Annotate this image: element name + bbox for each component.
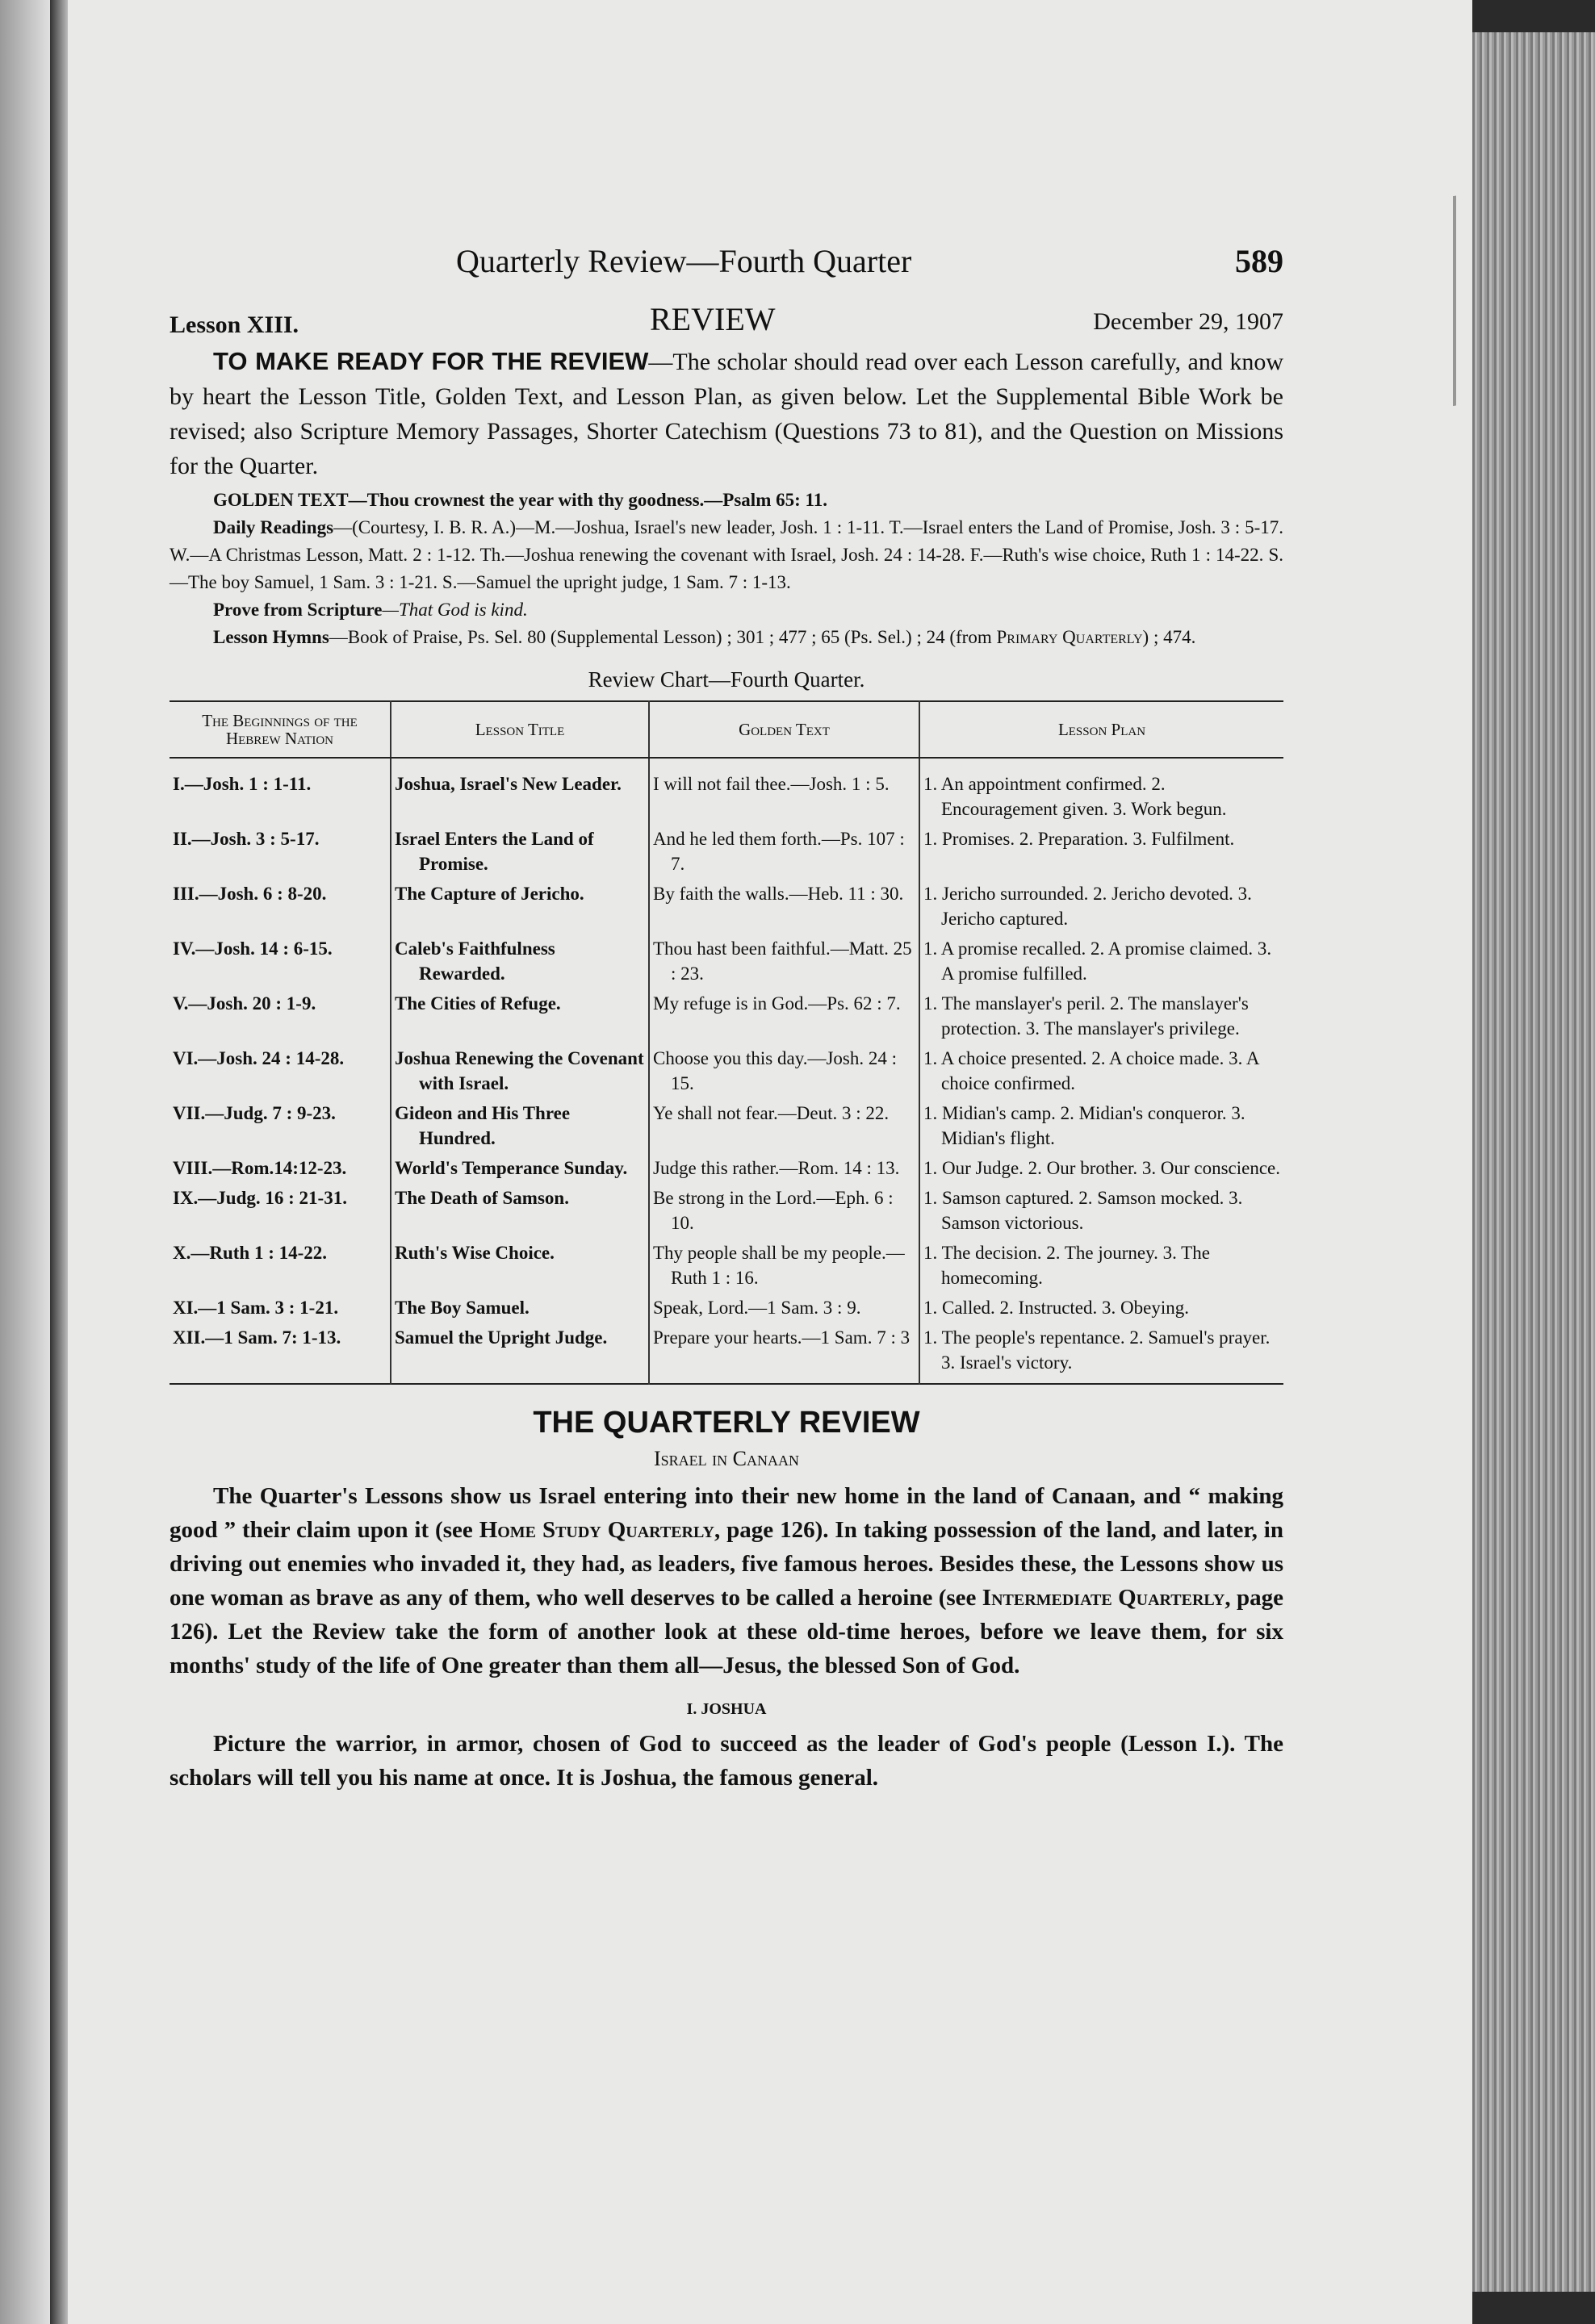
golden-text-body: —Thou crownest the year with thy goodness.—Psalm 65: 11. <box>348 490 827 510</box>
table-row <box>170 1044 1283 1099</box>
prove-line <box>213 596 1283 624</box>
cell-plan: 1. Jericho surrounded. 2. Jericho devoted. 3. Jericho captured. <box>919 880 1283 934</box>
cell-title: Joshua, Israel's New Leader. <box>391 758 649 825</box>
cell-ref: VII.—Judg. 7 : 9-23. <box>173 1103 336 1123</box>
intermediate-ref: Intermediate Quarterly <box>982 1585 1225 1611</box>
prep-paragraph <box>170 344 1283 483</box>
cell-golden: Ye shall not fear.—Deut. 3 : 22. <box>649 1099 919 1154</box>
cell-golden: I will not fail thee.—Josh. 1 : 5. <box>649 758 919 825</box>
cell-title: The Boy Samuel. <box>391 1294 649 1323</box>
golden-text-label: GOLDEN TEXT <box>213 490 349 510</box>
cell-title: The Death of Samson. <box>391 1184 649 1239</box>
cell-ref: IX.—Judg. 16 : 21-31. <box>173 1188 347 1208</box>
cell-title: Gideon and His Three Hundred. <box>391 1099 649 1154</box>
cell-ref: II.—Josh. 3 : 5-17. <box>173 829 320 849</box>
golden-text-line <box>213 487 1283 514</box>
cell-title: World's Temperance Sunday. <box>391 1154 649 1184</box>
daily-readings-text: —(Courtesy, I. B. R. A.)—M.—Joshua, Israel's new leader, Josh. 1 : 1-11. T.—Israel enters the Land of Promise, Josh. 3 : 5-17. W.—A Christmas Lesson, Matt. 2 : 1-12. Th.—Joshua renewing the covenant with Israel, Josh. 24 : 14-28. F.—Ruth's wise choice, Ruth 1 : 14-22. S.—The boy Samuel, 1 Sam. 3 : 1-21. S.—Samuel the upright judge, 1 Sam. 7 : 1-13. <box>170 517 1284 592</box>
book-gutter <box>50 0 68 2324</box>
table-row <box>170 1154 1283 1184</box>
prove-text: —That God is kind. <box>382 600 528 620</box>
col-header-title: Lesson Title <box>391 701 649 758</box>
cell-ref: VIII.—Rom.14:12-23. <box>173 1158 347 1178</box>
cell-plan: 1. Samson captured. 2. Samson mocked. 3. Samson victorious. <box>919 1184 1283 1239</box>
review-chart-table <box>170 700 1283 1385</box>
cell-golden: Thy people shall be my people.—Ruth 1 : 16. <box>649 1239 919 1294</box>
cell-plan: 1. The manslayer's peril. 2. The manslayer's protection. 3. The manslayer's privilege. <box>919 989 1283 1044</box>
table-row <box>170 758 1283 825</box>
table-row <box>170 989 1283 1044</box>
hymns-line <box>170 624 1283 651</box>
cell-ref: X.—Ruth 1 : 14-22. <box>173 1243 328 1263</box>
col-header-nation: The Beginnings of the Hebrew Nation <box>170 701 391 758</box>
lesson-heading: REVIEW <box>650 301 776 337</box>
cell-title: The Capture of Jericho. <box>391 880 649 934</box>
cell-plan: 1. A promise recalled. 2. A promise claimed. 3. A promise fulfilled. <box>919 934 1283 989</box>
cell-ref: V.—Josh. 20 : 1-9. <box>173 993 316 1014</box>
hymns-text-a: —Book of Praise, Ps. Sel. 80 (Supplemental Lesson) ; 301 ; 477 ; 65 (Ps. Sel.) ; 24 (from <box>329 627 997 647</box>
cell-plan: 1. A choice presented. 2. A choice made. 3. A choice confirmed. <box>919 1044 1283 1099</box>
review-paragraph-2: Picture the warrior, in armor, chosen of God to succeed as the leader of God's people (Lesson I.). The scholars will tell you his name at once. It is Joshua, the famous general. <box>170 1731 1283 1791</box>
lesson-number: Lesson XIII. <box>170 311 299 338</box>
cell-golden: My refuge is in God.—Ps. 62 : 7. <box>649 989 919 1044</box>
cell-title: The Cities of Refuge. <box>391 989 649 1044</box>
cell-ref: III.—Josh. 6 : 8-20. <box>173 884 327 904</box>
lesson-line <box>170 300 1283 344</box>
cell-golden: Choose you this day.—Josh. 24 : 15. <box>649 1044 919 1099</box>
cell-ref: IV.—Josh. 14 : 6-15. <box>173 938 333 959</box>
prep-text: —The scholar should read over each Lesson carefully, and know by heart the Lesson Title, Golden Text, and Lesson Plan, as given below. Let the Supplemental Bible Work be revised; also Scripture Memory Passages, Shorter Catechism (Questions 73 to 81), and the Question on Missions for the Quarter. <box>170 349 1283 479</box>
table-row <box>170 825 1283 880</box>
lesson-date: December 29, 1907 <box>1093 308 1283 335</box>
cell-ref: XII.—1 Sam. 7: 1-13. <box>173 1327 341 1348</box>
prove-label: Prove from Scripture <box>213 600 383 620</box>
hymns-text-b: ) ; 474. <box>1142 627 1196 647</box>
cell-plan: 1. Called. 2. Instructed. 3. Obeying. <box>919 1294 1283 1323</box>
left-page-edge <box>0 0 50 2324</box>
cell-title: Samuel the Upright Judge. <box>391 1323 649 1384</box>
section-title: THE QUARTERLY REVIEW <box>533 1406 920 1440</box>
cell-ref: I.—Josh. 1 : 1-11. <box>173 774 312 794</box>
table-row <box>170 1239 1283 1294</box>
table-row <box>170 1323 1283 1384</box>
cell-golden: Prepare your hearts.—1 Sam. 7 : 3 <box>649 1323 919 1384</box>
cell-golden: Speak, Lord.—1 Sam. 3 : 9. <box>649 1294 919 1323</box>
prep-title: TO MAKE READY FOR THE REVIEW <box>213 347 649 375</box>
table-row <box>170 1099 1283 1154</box>
section-subtitle: Israel in Canaan <box>654 1447 799 1470</box>
cell-title: Israel Enters the Land of Promise. <box>391 825 649 880</box>
cell-title: Ruth's Wise Choice. <box>391 1239 649 1294</box>
cell-plan: 1. An appointment confirmed. 2. Encouragement given. 3. Work begun. <box>919 758 1283 825</box>
cell-golden: And he led them forth.—Ps. 107 : 7. <box>649 825 919 880</box>
review-paragraph-1: The Quarter's Lessons show us Israel entering into their new home in the land of Canaan, and “ making good ” their claim upon it (see Home Study Quarterly, page 126). In taking possession of the land, and later, in driving out enemies who invaded it, they had, as leaders, five famous heroes. Besides these, the Lessons show us one woman as brave as any of them, who well deserves to be called a heroine (see Intermediate Quarterly, page 126). Let the Review take the form of another look at these old-time heroes, before we leave them, for six months' study of the life of One greater than them all—Jesus, the blessed Son of God. <box>170 1483 1283 1678</box>
cell-golden: Thou hast been faithful.—Matt. 25 : 23. <box>649 934 919 989</box>
cell-plan: 1. The decision. 2. The journey. 3. The homecoming. <box>919 1239 1283 1294</box>
col-header-golden: Golden Text <box>649 701 919 758</box>
hymns-label: Lesson Hymns <box>213 627 329 647</box>
daily-readings <box>170 514 1283 596</box>
table-row <box>170 1294 1283 1323</box>
page-edges <box>1472 32 1595 2292</box>
cell-title: Joshua Renewing the Covenant with Israel. <box>391 1044 649 1099</box>
table-row <box>170 934 1283 989</box>
cell-title: Caleb's Faithfulness Rewarded. <box>391 934 649 989</box>
cell-ref: XI.—1 Sam. 3 : 1-21. <box>173 1298 339 1318</box>
margin-pencil-mark <box>1453 191 1488 406</box>
col-header-plan: Lesson Plan <box>919 701 1283 758</box>
cell-golden: By faith the walls.—Heb. 11 : 30. <box>649 880 919 934</box>
cell-ref: VI.—Josh. 24 : 14-28. <box>173 1048 345 1068</box>
cell-golden: Be strong in the Lord.—Eph. 6 : 10. <box>649 1184 919 1239</box>
home-study-ref: Home Study Quarterly <box>479 1517 714 1543</box>
cell-plan: 1. Our Judge. 2. Our brother. 3. Our conscience. <box>919 1154 1283 1184</box>
cell-plan: 1. The people's repentance. 2. Samuel's prayer. 3. Israel's victory. <box>919 1323 1283 1384</box>
chart-header-row <box>170 701 1283 758</box>
hymns-smallcap: Primary Quarterly <box>996 627 1143 647</box>
page-number: 589 <box>1235 243 1283 279</box>
joshua-heading: I. JOSHUA <box>686 1700 767 1718</box>
page-content <box>170 242 1283 1795</box>
cell-plan: 1. Promises. 2. Preparation. 3. Fulfilment. <box>919 825 1283 880</box>
chart-title: Review Chart—Fourth Quarter. <box>588 667 865 692</box>
running-title: Quarterly Review—Fourth Quarter <box>456 243 912 279</box>
table-row <box>170 880 1283 934</box>
cell-golden: Judge this rather.—Rom. 14 : 13. <box>649 1154 919 1184</box>
cell-plan: 1. Midian's camp. 2. Midian's conqueror. 3. Midian's flight. <box>919 1099 1283 1154</box>
running-head <box>170 242 1283 290</box>
daily-readings-label: Daily Readings <box>213 517 334 537</box>
table-row <box>170 1184 1283 1239</box>
